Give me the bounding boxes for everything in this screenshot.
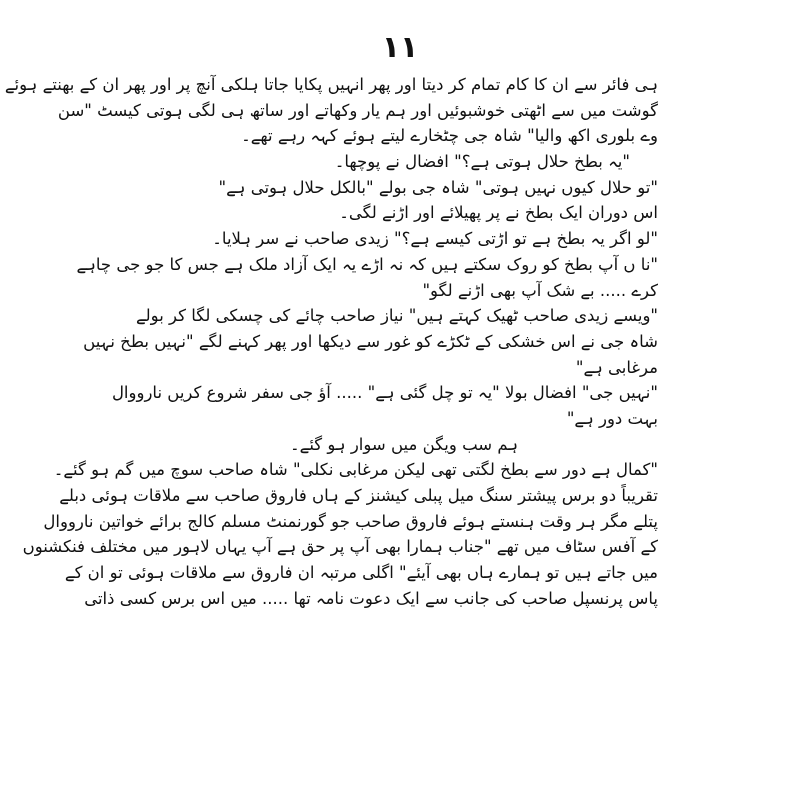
- page-number: ١١: [381, 30, 419, 65]
- text-line: شاہ جی نے اس خشکی کے ٹکڑے کو غور سے دیکھا اور پھر کہنے لگے "نہیں بطخ نہیں: [83, 331, 658, 351]
- text-line: مرغابی ہے": [575, 357, 658, 377]
- text-line: بہت دور ہے": [566, 408, 658, 428]
- text-line: "نہیں جی" افضال بولا "یہ تو چل گئی ہے" ..... آؤ جی سفر شروع کریں نارووال: [111, 383, 658, 403]
- text-line: کرے ..... بے شک آپ بھی اڑنے لگو": [422, 280, 658, 300]
- text-line: "تو حلال کیوں نہیں ہوتی" شاہ جی بولے "بالکل حلال ہوتی ہے": [218, 177, 658, 197]
- text-line: "ویسے زیدی صاحب ٹھیک کہتے ہیں" نیاز صاحب چائے کی چسکی لگا کر بولے: [135, 306, 658, 326]
- text-line: ہی فائر سے ان کا کام تمام کر دیتا اور پھر انہیں پکایا جاتا ہلکی آنچ پر اور پھر ان کے بھنتے ہوئے: [4, 75, 658, 94]
- text-line: تقریباً دو برس پیشتر سنگ میل پبلی کیشنز کے ہاں فاروق صاحب سے ملاقات ہوئی دبلے: [59, 486, 658, 505]
- text-line: میں جاتے ہیں تو ہمارے ہاں بھی آیئے" اگلی مرتبہ ان فاروق سے ملاقات ہوئی تو ان کے: [64, 563, 658, 583]
- text-line: وے بلوری اکھ والیا" شاہ جی چٹخارے لیتے ہوئے کہہ رہے تھے۔: [241, 126, 658, 146]
- text-line: پاس پرنسپل صاحب کی جانب سے ایک دعوت نامہ تھا ..... میں اس برس کسی ذاتی: [84, 588, 658, 608]
- text-line: گوشت میں سے اٹھتی خوشبوئیں اور ہم یار وکھاتے اور ساتھ ہی لگی ہوتی کیسٹ "سن: [57, 100, 658, 120]
- text-line: کے آفس سٹاف میں تھے "جناب ہمارا بھی آپ پر حق ہے آپ یہاں لاہور میں مختلف فنکشنوں: [22, 537, 658, 557]
- text-line: "یہ بطخ حلال ہوتی ہے؟" افضال نے پوچھا۔: [334, 152, 630, 172]
- text-line: ہم سب ویگن میں سوار ہو گئے۔: [289, 434, 519, 454]
- text-line: "نا ں آپ بطخ کو روک سکتے ہیں کہ نہ اڑے یہ ایک آزاد ملک ہے جس کا جو جی چاہے: [76, 254, 658, 274]
- page-body-text: [4, 72, 658, 611]
- text-line: "لو اگر یہ بطخ ہے تو اڑتی کیسے ہے؟" زیدی صاحب نے سر ہلایا۔: [212, 229, 658, 249]
- text-line: اس دوران ایک بطخ نے پر پھیلائے اور اڑنے لگی۔: [339, 203, 658, 223]
- text-line: "کمال ہے دور سے بطخ لگتی تھی لیکن مرغابی نکلی" شاہ صاحب سوچ میں گم ہو گئے۔: [53, 460, 658, 480]
- text-line: پتلے مگر ہر وقت ہنستے ہوئے فاروق صاحب جو گورنمنٹ مسلم کالج برائے خواتین نارووال: [43, 511, 658, 531]
